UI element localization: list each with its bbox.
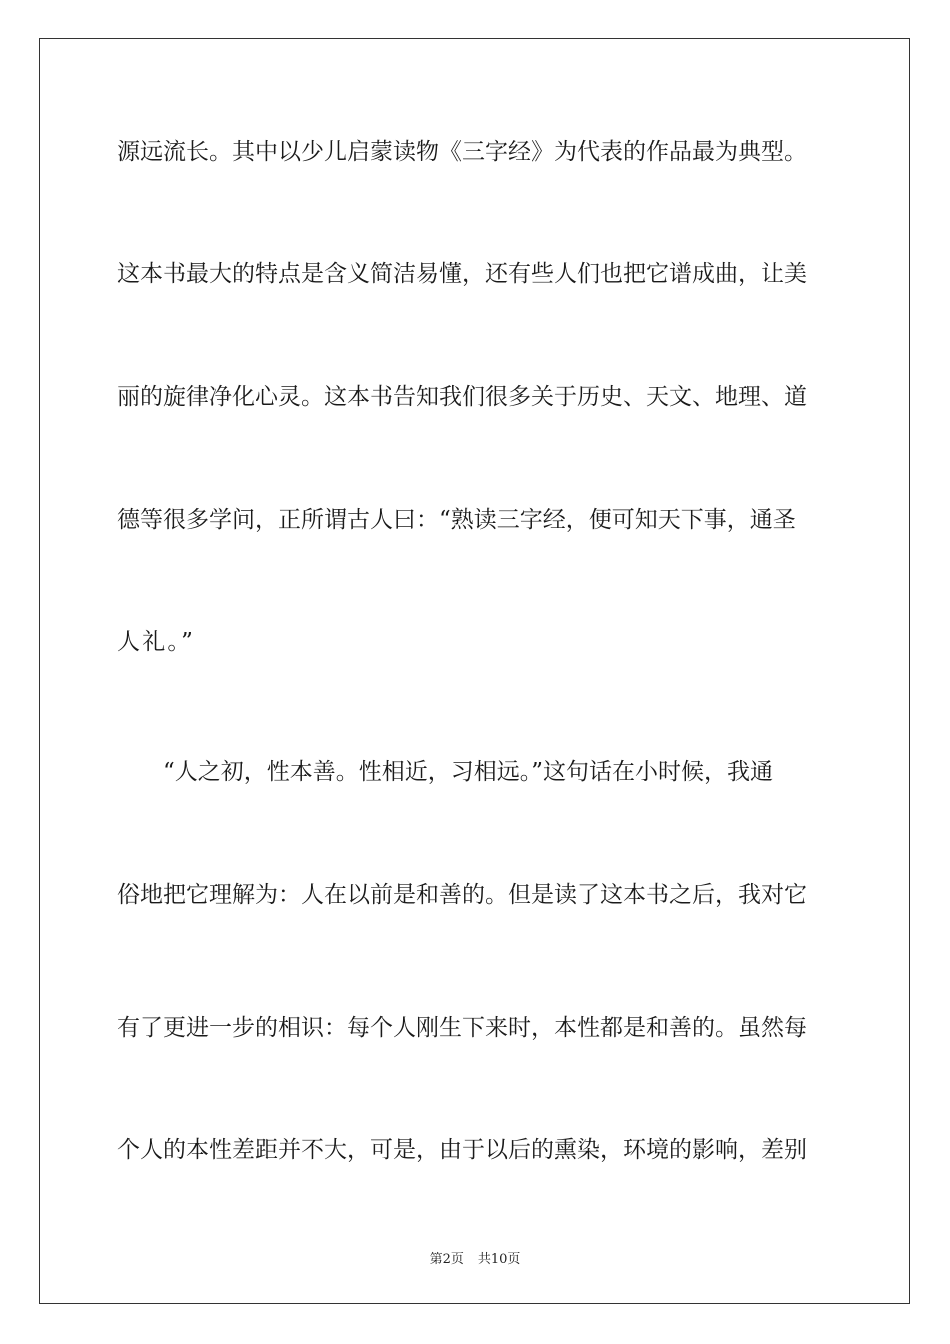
text-line-6: “人之初，性本善。性相近，习相远。”这句话在小时候，我通 <box>117 759 774 785</box>
page-number: 第2页 <box>429 1252 464 1267</box>
page-total: 共10页 <box>477 1252 521 1267</box>
page-footer <box>0 1248 950 1267</box>
text-line-5: 人礼。” <box>117 629 196 655</box>
text-line-8: 有了更进一步的相识：每个人刚生下来时，本性都是和善的。虽然每 <box>117 1015 807 1041</box>
text-line-1: 源远流长。其中以少儿启蒙读物《三字经》为代表的作品最为典型。 <box>117 139 807 165</box>
page-border <box>39 38 910 1304</box>
text-line-3: 丽的旋律净化心灵。这本书告知我们很多关于历史、天文、地理、道 <box>117 384 807 410</box>
text-line-4: 德等很多学问，正所谓古人曰：“熟读三字经，便可知天下事，通圣 <box>117 507 796 533</box>
text-line-2: 这本书最大的特点是含义简洁易懂，还有些人们也把它谱成曲，让美 <box>117 261 807 287</box>
text-line-9: 个人的本性差距并不大，可是，由于以后的熏染，环境的影响，差别 <box>117 1137 807 1163</box>
text-line-7: 俗地把它理解为：人在以前是和善的。但是读了这本书之后，我对它 <box>117 882 807 908</box>
